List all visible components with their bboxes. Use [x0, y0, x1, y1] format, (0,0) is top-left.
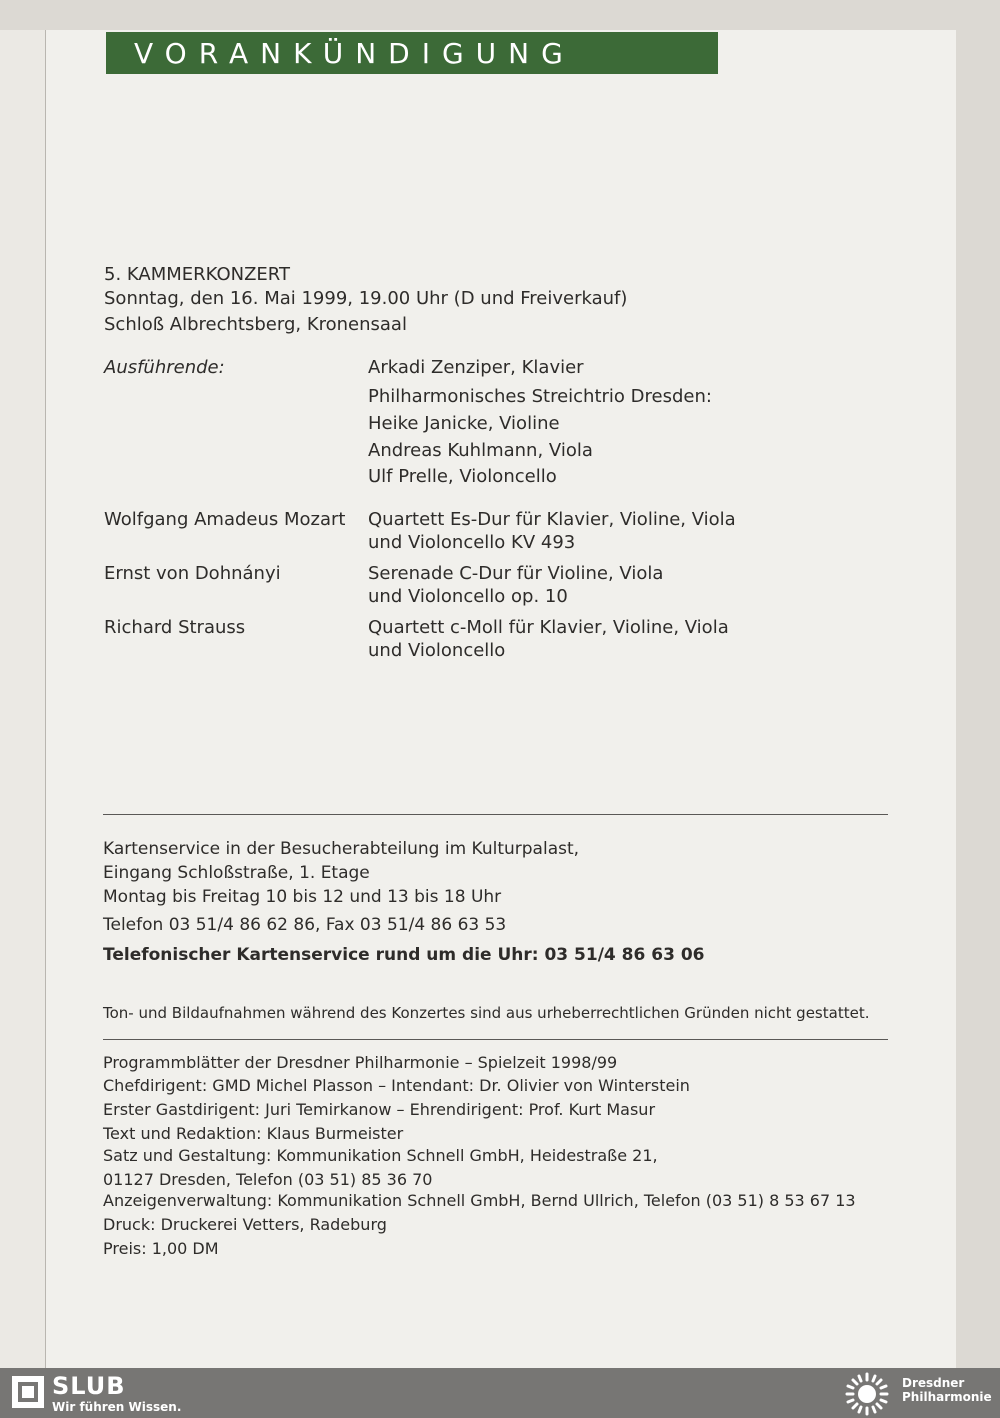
previous-page-edge — [0, 30, 46, 1368]
imprint-line: 01127 Dresden, Telefon (03 51) 85 36 70 — [103, 1170, 433, 1189]
dp-name-line2: Philharmonie — [902, 1390, 992, 1404]
document-page — [46, 30, 956, 1368]
imprint-line: Text und Redaktion: Klaus Burmeister — [103, 1124, 404, 1143]
imprint-line: Anzeigenverwaltung: Kommunikation Schnell GmbH, Bernd Ullrich, Telefon (03 51) 8 53 67 13 — [103, 1191, 856, 1210]
dp-name — [902, 1376, 992, 1404]
slub-tagline: Wir führen Wissen. — [52, 1400, 182, 1414]
imprint-line: Preis: 1,00 DM — [103, 1239, 219, 1258]
performer-line: Heike Janicke, Violine — [368, 413, 560, 434]
program-work: Quartett c-Moll für Klavier, Violine, Viola — [368, 617, 729, 638]
imprint-line: Chefdirigent: GMD Michel Plasson – Intendant: Dr. Olivier von Winterstein — [103, 1076, 690, 1095]
program-work: Quartett Es-Dur für Klavier, Violine, Viola — [368, 509, 736, 530]
recording-notice: Ton- und Bildaufnahmen während des Konzertes sind aus urheberrechtlichen Gründen nicht gestattet. — [103, 1004, 870, 1022]
imprint-line: Druck: Druckerei Vetters, Radeburg — [103, 1215, 387, 1234]
dp-name-line1: Dresdner — [902, 1376, 965, 1390]
program-work: Serenade C-Dur für Violine, Viola — [368, 563, 664, 584]
imprint-line: Programmblätter der Dresdner Philharmonie – Spielzeit 1998/99 — [103, 1053, 618, 1072]
program-composer: Ernst von Dohnányi — [104, 563, 281, 584]
concert-title: 5. KAMMERKONZERT — [104, 264, 290, 285]
divider — [103, 1039, 888, 1040]
slub-square-logo-icon — [10, 1374, 46, 1410]
page-banner-title: VORANKÜNDIGUNG — [106, 32, 718, 74]
ticket-line: Kartenservice in der Besucherabteilung im Kulturpalast, — [103, 839, 580, 859]
ticket-hotline: Telefonischer Kartenservice rund um die Uhr: 03 51/4 86 63 06 — [103, 945, 705, 965]
ticket-line: Eingang Schloßstraße, 1. Etage — [103, 863, 370, 883]
performer-line: Philharmonisches Streichtrio Dresden: — [368, 386, 712, 407]
imprint-line: Satz und Gestaltung: Kommunikation Schnell GmbH, Heidestraße 21, — [103, 1146, 658, 1165]
divider — [103, 814, 888, 815]
performer-line: Ulf Prelle, Violoncello — [368, 466, 557, 487]
concert-date: Sonntag, den 16. Mai 1999, 19.00 Uhr (D und Freiverkauf) — [104, 288, 628, 309]
performers-label: Ausführende: — [104, 357, 225, 378]
ticket-line: Telefon 03 51/4 86 62 86, Fax 03 51/4 86 63 53 — [103, 915, 507, 935]
program-work: und Violoncello — [368, 640, 506, 661]
sunburst-logo-icon — [842, 1372, 892, 1416]
performer-line: Andreas Kuhlmann, Viola — [368, 440, 593, 461]
footer-bar — [0, 1368, 1000, 1418]
imprint-line: Erster Gastdirigent: Juri Temirkanow – Ehrendirigent: Prof. Kurt Masur — [103, 1100, 656, 1119]
program-work: und Violoncello KV 493 — [368, 532, 576, 553]
program-composer: Richard Strauss — [104, 617, 246, 638]
program-work: und Violoncello op. 10 — [368, 586, 568, 607]
ticket-line: Montag bis Freitag 10 bis 12 und 13 bis 18 Uhr — [103, 887, 502, 907]
program-composer: Wolfgang Amadeus Mozart — [104, 509, 346, 530]
slub-name: SLUB — [52, 1372, 126, 1400]
performer-line: Arkadi Zenziper, Klavier — [368, 357, 584, 378]
concert-venue: Schloß Albrechtsberg, Kronensaal — [104, 314, 407, 335]
